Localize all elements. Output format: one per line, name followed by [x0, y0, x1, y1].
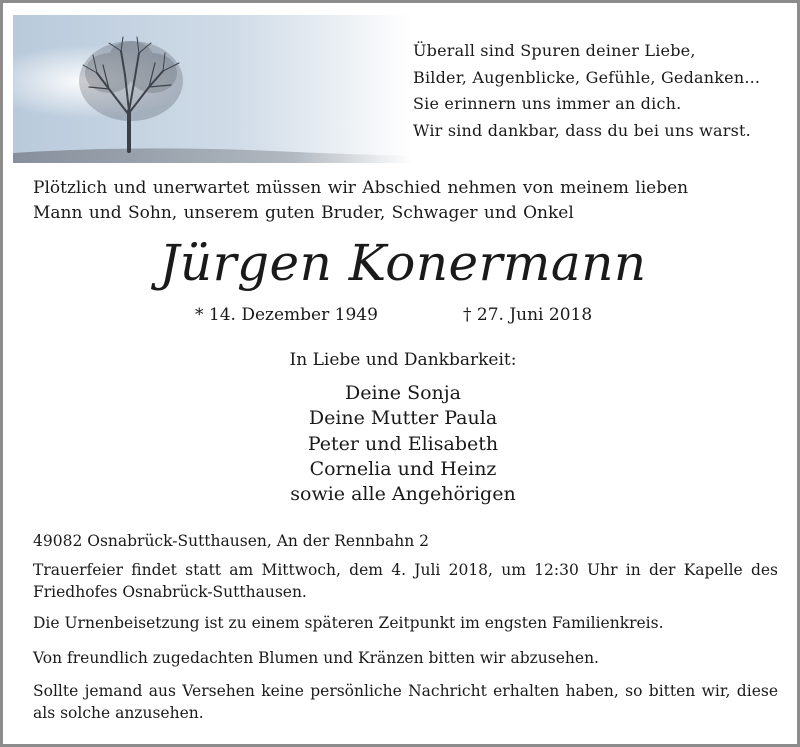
mourners-heading: In Liebe und Dankbarkeit:: [289, 350, 517, 370]
poem-line: Sie erinnern uns immer an dich.: [413, 94, 682, 113]
address: 49082 Osnabrück-Sutthausen, An der Rennbahn 2: [33, 532, 429, 550]
poem-line: Überall sind Spuren deiner Liebe,: [413, 41, 696, 60]
mourners-list: [3, 381, 800, 507]
mourner-name: Deine Sonja: [345, 382, 461, 404]
notification-note: Sollte jemand aus Versehen keine persönliche Nachricht erhalten haben, so bitten wir, diese als solche anzusehen.: [33, 682, 778, 722]
deceased-name: Jürgen Konermann: [159, 234, 647, 292]
poem-line: Wir sind dankbar, dass du bei uns warst.: [413, 120, 751, 140]
intro-line: Plötzlich und unerwartet müssen wir Abschied nehmen von meinem lieben: [33, 178, 689, 198]
mourner-name: Peter und Elisabeth: [307, 432, 499, 455]
mourner-name: sowie alle Angehörigen: [290, 483, 516, 506]
mourner-name: Cornelia und Heinz: [309, 457, 497, 480]
mourner-name: Deine Mutter Paula: [308, 407, 498, 430]
announcement-intro: [33, 176, 778, 225]
poem: [413, 38, 798, 144]
funeral-service-info: Trauerfeier findet statt am Mittwoch, dem 4. Juli 2018, um 12:30 Uhr in der Kapelle des Friedhofes Osnabrück-Sutthausen.: [33, 561, 778, 601]
birth-date: * 14. Dezember 1949: [195, 305, 378, 325]
intro-line: Mann und Sohn, unserem guten Bruder, Schwager und Onkel: [33, 202, 574, 223]
death-date: † 27. Juni 2018: [463, 305, 593, 325]
tree-illustration: [13, 15, 413, 163]
poem-line: Bilder, Augenblicke, Gefühle, Gedanken...: [413, 67, 761, 87]
urn-burial-info: Die Urnenbeisetzung ist zu einem späteren Zeitpunkt im engsten Familienkreis.: [33, 614, 664, 632]
flowers-note: Von freundlich zugedachten Blumen und Kränzen bitten wir abzusehen.: [33, 649, 599, 667]
